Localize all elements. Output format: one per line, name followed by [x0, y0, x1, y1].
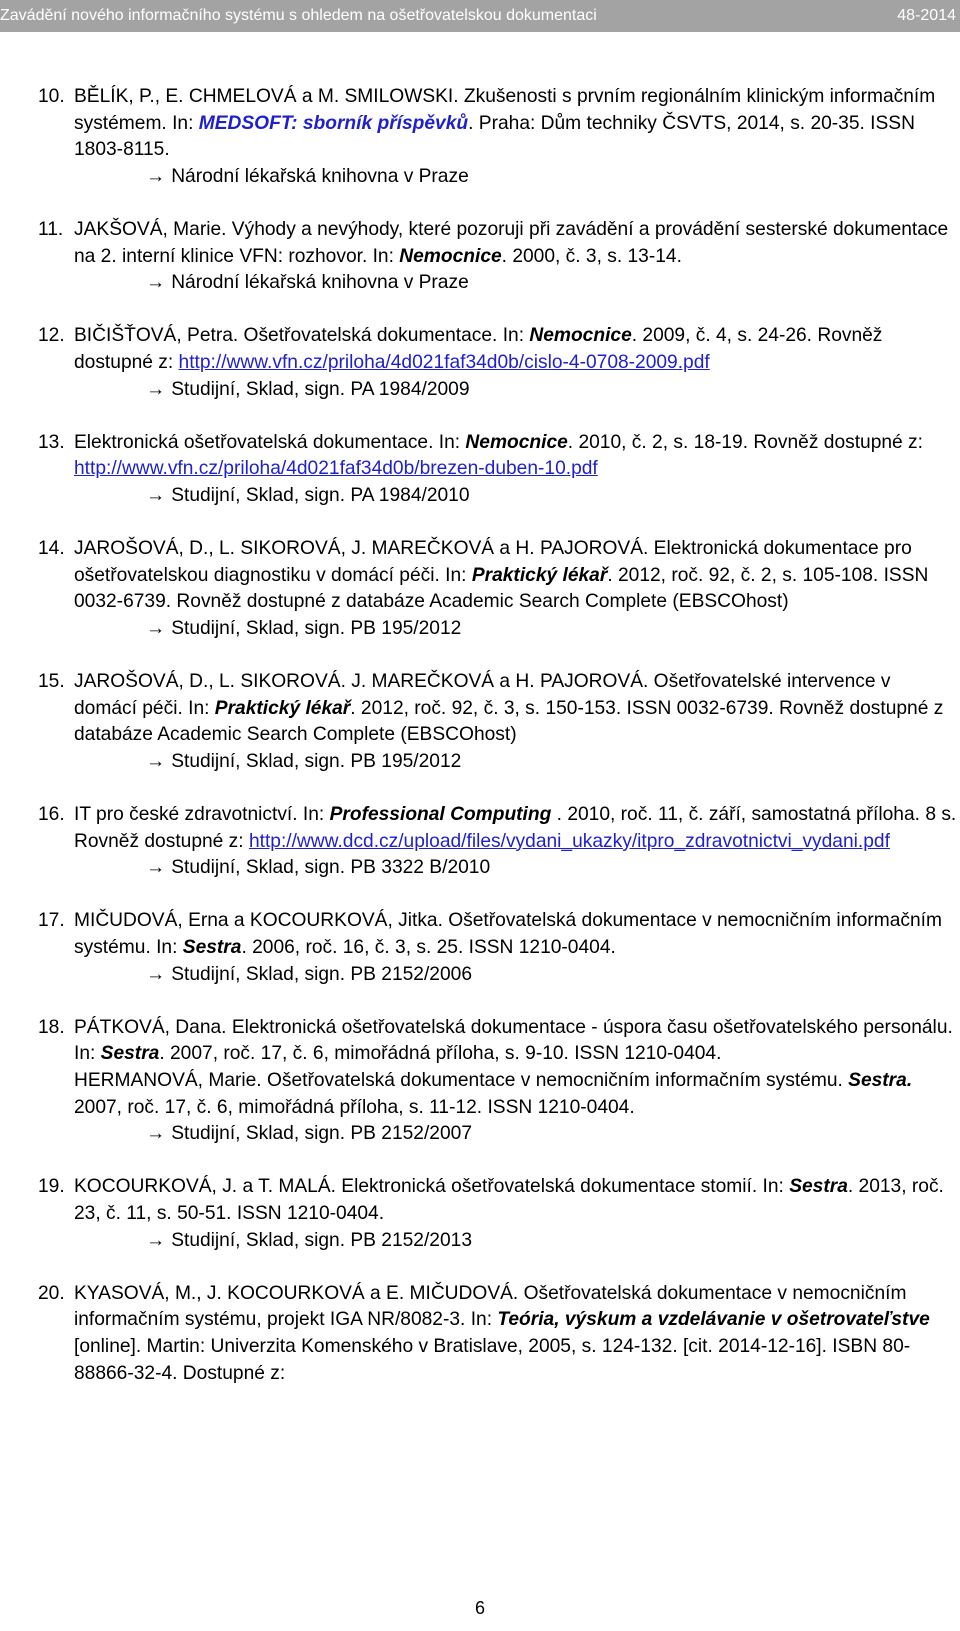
citation-text: . 2007, roč. 17, č. 6, mimořádná příloha, s. 9-10. ISSN 1210-0404.: [159, 1043, 722, 1065]
citation-text: . 2000, č. 3, s. 13-14.: [501, 245, 682, 267]
reference-number: 15.: [38, 671, 65, 693]
publication-title: Nemocnice: [399, 245, 502, 267]
reference-item: [38, 1281, 958, 1387]
location-note: [74, 483, 958, 510]
location-note: [74, 749, 958, 776]
header-code: 48-2014: [897, 7, 956, 24]
reference-item: [38, 536, 958, 642]
reference-number: 10.: [38, 86, 65, 107]
arrow-right-icon: →: [146, 617, 166, 639]
citation-text: . 2013, roč. 23, č. 11, s. 50-51. ISSN 1210-0404.: [74, 1176, 944, 1224]
citation-text: KYASOVÁ, M., J. KOCOURKOVÁ a E. MIČUDOVÁ. Ošetřovatelská dokumentace v nemocničním informačním systému, projekt IGA NR/8082-3. In:: [74, 1282, 907, 1331]
publication-title: Praktický lékař: [471, 564, 608, 586]
publication-title: Sestra: [182, 937, 242, 958]
reference-item: [38, 430, 958, 510]
reference-item: [38, 908, 958, 988]
reference-text: [74, 217, 958, 270]
location-note: [74, 377, 958, 404]
publication-title: Sestra.: [848, 1069, 913, 1091]
citation-text: MIČUDOVÁ, Erna a KOCOURKOVÁ, Jitka. Ošetřovatelská dokumentace v nemocničním informačním systému. In:: [74, 910, 942, 958]
citation-text: . 2006, roč. 16, č. 3, s. 25. ISSN 1210-0404.: [241, 937, 616, 958]
location-text: Národní lékařská knihovna v Praze: [171, 165, 469, 187]
citation-text: . 2010, č. 2, s. 18-19. Rovněž dostupné z:: [567, 431, 923, 453]
reference-text: [74, 802, 958, 855]
page-number: 6: [474, 1598, 485, 1618]
location-text: Studijní, Sklad, sign. PB 2152/2006: [171, 963, 472, 985]
arrow-right-icon: →: [146, 963, 166, 985]
arrow-right-icon: →: [146, 1229, 166, 1251]
location-text: Studijní, Sklad, sign. PB 2152/2007: [171, 1123, 472, 1145]
location-text: Studijní, Sklad, sign. PA 1984/2010: [171, 484, 470, 506]
arrow-right-icon: →: [146, 484, 166, 506]
location-text: Národní lékařská knihovna v Praze: [171, 272, 469, 294]
reference-number: 13.: [38, 431, 65, 453]
publication-title: Professional Computing: [329, 804, 552, 826]
reference-item: [38, 669, 958, 775]
publication-title: Sestra: [100, 1043, 160, 1065]
citation-text: 2007, roč. 17, č. 6, mimořádná příloha, s. 11-12. ISSN 1210-0404.: [74, 1096, 635, 1118]
citation-text: . Praha: Dům techniky ČSVTS, 2014, s. 20-35. ISSN 1803-8115.: [74, 112, 915, 161]
reference-list: [38, 84, 958, 1414]
location-note: [74, 962, 958, 989]
citation-text: [online]. Martin: Univerzita Komenského v Bratislave, 2005, s. 124-132. [cit. 2014-12-16]. ISBN 80-88866-32-4. Dostupné z:: [74, 1335, 911, 1384]
reference-item: [38, 802, 958, 882]
citation-text: . 2012, roč. 92, č. 2, s. 105-108. ISSN 0032-6739. Rovněž dostupné z databáze Academic Search Complete (EBSCOhost): [74, 564, 929, 613]
reference-text-secondary: [74, 1068, 958, 1121]
location-text: Studijní, Sklad, sign. PB 3322 B/2010: [171, 857, 491, 879]
location-note: [74, 270, 958, 297]
citation-text: JAROŠOVÁ, D., L. SIKOROVÁ, J. MAREČKOVÁ a H. PAJOROVÁ. Elektronická dokumentace pro ošetřovatelskou diagnostiku v domácí péči. In:: [74, 538, 912, 586]
publication-title: MEDSOFT: sborník příspěvků: [198, 112, 469, 134]
reference-text: [74, 908, 958, 961]
reference-link[interactable]: http://www.dcd.cz/upload/files/vydani_ukazky/itpro_zdravotnictvi_vydani.pdf: [248, 830, 890, 852]
arrow-right-icon: →: [146, 1123, 166, 1145]
publication-title: Praktický lékař: [214, 697, 351, 719]
publication-title: Nemocnice: [465, 431, 568, 453]
arrow-right-icon: →: [146, 272, 166, 294]
reference-number: 12.: [38, 325, 65, 347]
reference-text: [74, 669, 958, 749]
citation-text: KOCOURKOVÁ, J. a T. MALÁ. Elektronická ošetřovatelská dokumentace stomií. In:: [74, 1176, 790, 1198]
arrow-right-icon: →: [146, 857, 166, 879]
reference-text: [74, 1174, 958, 1227]
citation-text: . 2010, roč. 11, č. září, samostatná příloha. 8 s. Rovněž dostupné z:: [74, 804, 957, 852]
publication-title: Sestra: [789, 1176, 848, 1198]
reference-text: [74, 84, 958, 164]
reference-link[interactable]: http://www.vfn.cz/priloha/4d021faf34d0b/cislo-4-0708-2009.pdf: [178, 351, 710, 373]
location-note: [74, 616, 958, 643]
citation-text: BĚLÍK, P., E. CHMELOVÁ a M. SMILOWSKI. Zkušenosti s prvním regionálním klinickým informačním systémem. In:: [74, 86, 936, 134]
reference-item: [38, 323, 958, 403]
citation-text: . 2012, roč. 92, č. 3, s. 150-153. ISSN 0032-6739. Rovněž dostupné z databáze Academic Search Complete (EBSCOhost): [74, 697, 944, 746]
citation-text: JAKŠOVÁ, Marie. Výhody a nevýhody, které pozoruji při zavádění a provádění sesterské dokumentace na 2. interní klinice VFN: rozhovor. In:: [74, 218, 949, 267]
citation-text: IT pro české zdravotnictví. In:: [74, 804, 330, 826]
publication-title: Teória, výskum a vzdelávanie v ošetrovateľstve: [497, 1309, 930, 1331]
location-text: Studijní, Sklad, sign. PA 1984/2009: [171, 378, 470, 400]
reference-number: 14.: [38, 538, 65, 560]
citation-text: . 2009, č. 4, s. 24-26. Rovněž dostupné z:: [74, 325, 883, 373]
reference-text: [74, 323, 958, 376]
reference-number: 17.: [38, 910, 65, 932]
citation-text: PÁTKOVÁ, Dana. Elektronická ošetřovatelská dokumentace - úspora času ošetřovatelského personálu. In:: [74, 1016, 953, 1065]
header-title: Zavádění nového informačního systému s ohledem na ošetřovatelskou dokumentaci: [0, 7, 597, 24]
publication-title: Nemocnice: [529, 325, 632, 347]
reference-number: 16.: [38, 804, 65, 826]
location-note: [74, 1121, 958, 1148]
reference-text: [74, 1281, 958, 1387]
reference-text: [74, 536, 958, 616]
location-note: [74, 164, 958, 191]
reference-text: [74, 430, 958, 483]
reference-item: [38, 217, 958, 297]
arrow-right-icon: →: [146, 165, 166, 187]
arrow-right-icon: →: [146, 378, 166, 400]
location-text: Studijní, Sklad, sign. PB 2152/2013: [171, 1229, 472, 1251]
reference-item: [38, 1015, 958, 1148]
running-header: [0, 0, 960, 32]
reference-link[interactable]: http://www.vfn.cz/priloha/4d021faf34d0b/brezen-duben-10.pdf: [74, 458, 598, 480]
reference-number: 11.: [38, 218, 64, 240]
arrow-right-icon: →: [146, 750, 166, 772]
reference-number: 18.: [38, 1016, 65, 1038]
location-text: Studijní, Sklad, sign. PB 195/2012: [171, 617, 462, 639]
reference-item: [38, 1174, 958, 1254]
citation-text: Elektronická ošetřovatelská dokumentace. In:: [74, 431, 466, 453]
location-text: Studijní, Sklad, sign. PB 195/2012: [171, 750, 462, 772]
reference-item: [38, 84, 958, 190]
citation-text: HERMANOVÁ, Marie. Ošetřovatelská dokumentace v nemocničním informačním systému.: [74, 1069, 849, 1091]
location-note: [74, 855, 958, 882]
location-note: [74, 1228, 958, 1255]
reference-number: 19.: [38, 1176, 65, 1198]
citation-text: JAROŠOVÁ, D., L. SIKOROVÁ. J. MAREČKOVÁ a H. PAJOROVÁ. Ošetřovatelské intervence v domácí péči. In:: [74, 671, 891, 719]
citation-text: BIČIŠŤOVÁ, Petra. Ošetřovatelská dokumentace. In:: [74, 325, 530, 347]
reference-number: 20.: [38, 1282, 65, 1304]
reference-text: [74, 1015, 958, 1068]
